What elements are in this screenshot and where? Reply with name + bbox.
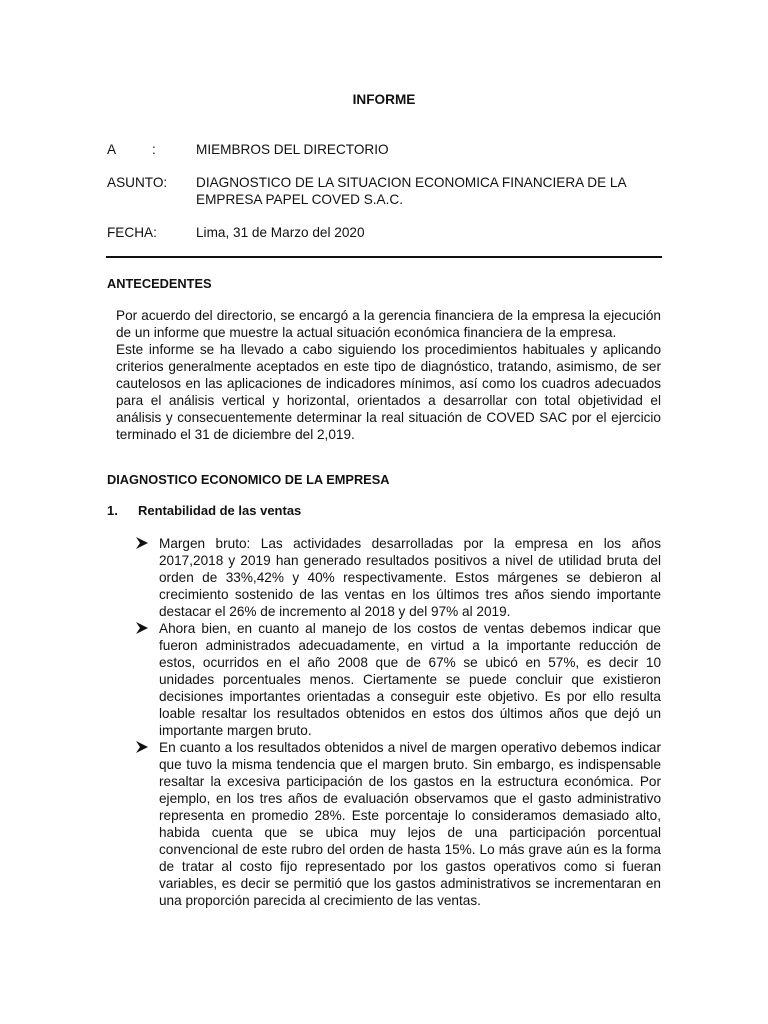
bullet-text: Ahora bien, en cuanto al manejo de los costos de ventas debemos indicar que fueron administrados adecuadamente, en virtud a la importante reducción de estos, ocurridos en el año 2008 que de 67% se ubicó en 57%, es decir 10 unidades porcentuales menos. Ciertamente se puede concluir que existieron decisiones importantes orientadas a conseguir este objetivo. Es por ello resulta loable resaltar los resultados obtenidos en estos dos últimos años que dejó un importante margen bruto. (159, 621, 661, 738)
arrowhead-bullet-icon (135, 740, 149, 754)
section-1-number: 1. (107, 503, 118, 518)
section-1-heading (107, 503, 301, 518)
bullet-text: Margen bruto: Las actividades desarrolladas por la empresa en los años 2017,2018 y 2019 han generado resultados positivos a nivel de utilidad bruta del orden de 33%,42% y 40% respectivamente. Estos márgenes se debieron al crecimiento sostenido de las ventas en los últimos tres años siendo importante destacar el 26% de incremento al 2018 y del 97% al 2019. (159, 536, 661, 619)
bullet-item (135, 739, 661, 909)
bullet-text: En cuanto a los resultados obtenidos a nivel de margen operativo debemos indicar que tuvo la misma tendencia que el margen bruto. Sin embargo, es indispensable resaltar la excesiva participación de los gastos en la estructura económica. Por ejemplo, en los tres años de evaluación observamos que el gasto administrativo representa en promedio 28%. Este porcentaje lo consideramos demasiado alto, habida cuenta que se ubica muy lejos de una participación porcentual convencional de este rubro del orden de hasta 15%. Lo más grave aún es la forma de tratar al costo fijo representado por los gastos operativos como si fueran variables, es decir se permitió que los gastos administrativos se incrementaran en una proporción parecida al crecimiento de las ventas. (159, 740, 661, 908)
header-date-label: FECHA: (107, 225, 157, 240)
antecedentes-heading: ANTECEDENTES (107, 276, 212, 291)
header-to-colon: : (152, 142, 156, 157)
arrowhead-bullet-icon (135, 621, 149, 635)
bullet-list (135, 535, 661, 909)
header-date-value: Lima, 31 de Marzo del 2020 (196, 225, 365, 240)
bullet-item (135, 620, 661, 739)
header-to-label: A (107, 142, 117, 157)
section-1-title: Rentabilidad de las ventas (138, 503, 302, 518)
diagnostico-heading: DIAGNOSTICO ECONOMICO DE LA EMPRESA (107, 472, 390, 487)
header-subject-value: DIAGNOSTICO DE LA SITUACION ECONOMICA FINANCIERA DE LA EMPRESA PAPEL COVED S.A.C. (196, 175, 626, 207)
antecedentes-paragraph-2: Este informe se ha llevado a cabo siguiendo los procedimientos habituales y aplicando criterios generalmente aceptados en este tipo de diagnóstico, tratando, asimismo, de ser cautelosos en las aplicaciones de indicadores mínimos, así como los cuadros adecuados para el análisis vertical y horizontal, orientados a desarrollar con total objetividad el análisis y consecuentemente determinar la real situación de COVED SAC por el ejercicio terminado el 31 de diciembre del 2,019. (116, 342, 661, 442)
arrowhead-bullet-icon (135, 536, 149, 550)
header-divider (106, 256, 662, 258)
header-to-value: MIEMBROS DEL DIRECTORIO (196, 142, 389, 157)
antecedentes-body (116, 307, 661, 443)
document-title: INFORME (352, 92, 416, 107)
bullet-item (135, 535, 661, 620)
header-subject-label: ASUNTO: (107, 175, 168, 190)
antecedentes-paragraph-1: Por acuerdo del directorio, se encargó a la gerencia financiera de la empresa la ejecución de un informe que muestre la actual situación económica financiera de la empresa. (116, 308, 661, 340)
